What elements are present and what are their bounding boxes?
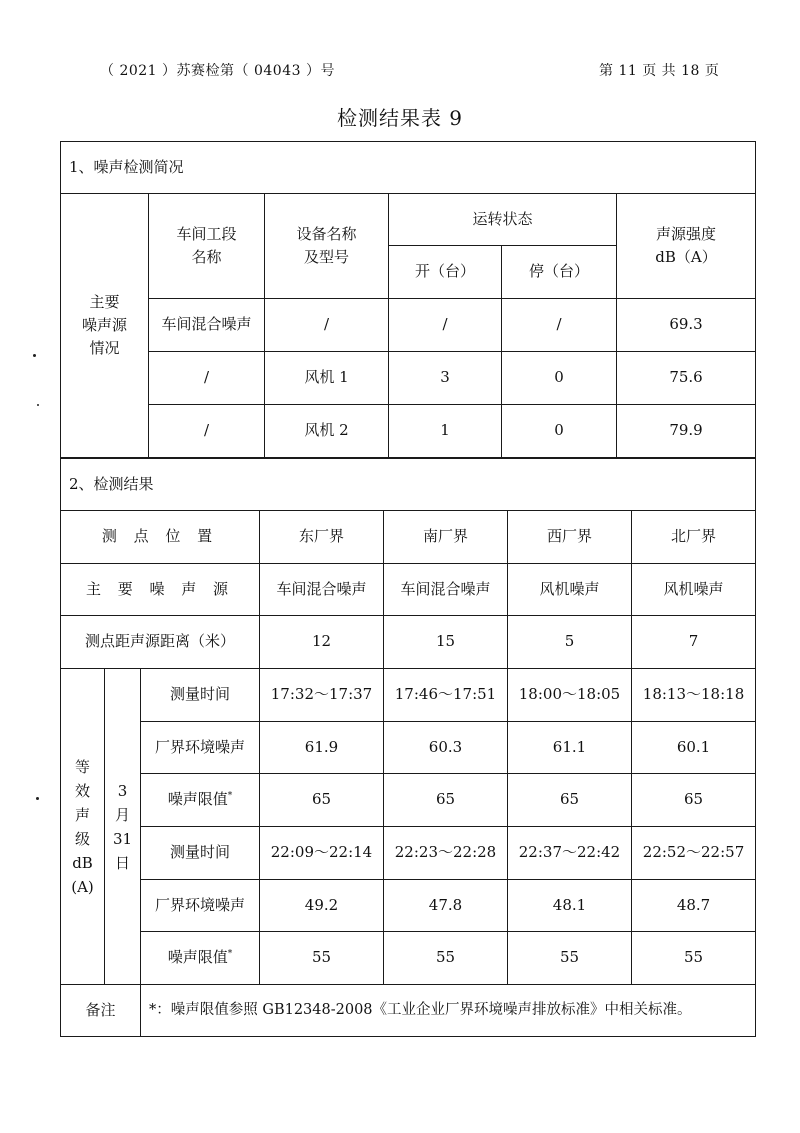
measure-point-label: 测 点 位 置 [61, 511, 260, 564]
equipment-column-header: 设备名称 及型号 [265, 194, 389, 299]
main-noise-source-label: 主要 噪声源 情况 [61, 194, 149, 458]
page-title: 检测结果表 9 [336, 106, 464, 130]
limit-footnote-mark: * [227, 949, 233, 960]
time-cell: 22:09～22:14 [260, 827, 384, 880]
equipment-cell: 风机 1 [265, 352, 389, 405]
scan-speck [33, 354, 36, 357]
equipment-cell: / [265, 299, 389, 352]
noise-value-cell: 61.1 [508, 722, 632, 774]
scan-speck [37, 404, 39, 406]
on-count-cell: 1 [389, 405, 502, 458]
noise-source-cell: 车间混合噪声 [260, 564, 384, 616]
noise-source-table [60, 141, 756, 458]
off-count-cell: 0 [502, 405, 617, 458]
workshop-cell: / [149, 352, 265, 405]
intensity-cell: 75.6 [617, 352, 756, 405]
section2-heading: 2、检测结果 [61, 459, 756, 511]
limit-value-cell: 55 [508, 932, 632, 985]
noise-value-cell: 49.2 [260, 880, 384, 932]
distance-label: 测点距声源距离（米） [61, 616, 260, 669]
distance-cell: 15 [384, 616, 508, 669]
point-west: 西厂界 [508, 511, 632, 564]
noise-limit-label: 噪声限值* [141, 774, 260, 827]
remark-text: *：噪声限值参照 GB12348-2008《工业企业厂界环境噪声排放标准》中相关标准。 [141, 985, 756, 1037]
noise-value-cell: 60.3 [384, 722, 508, 774]
off-count-header: 停（台） [502, 246, 617, 299]
date-label: 3 月 31 日 [105, 669, 141, 985]
noise-source-cell: 风机噪声 [508, 564, 632, 616]
intensity-cell: 69.3 [617, 299, 756, 352]
section1-heading: 1、噪声检测简况 [61, 142, 756, 194]
limit-footnote-mark: * [227, 791, 233, 802]
distance-cell: 12 [260, 616, 384, 669]
on-count-cell: / [389, 299, 502, 352]
time-cell: 22:37～22:42 [508, 827, 632, 880]
limit-value-cell: 55 [384, 932, 508, 985]
time-cell: 18:00～18:05 [508, 669, 632, 722]
intensity-column-header: 声源强度 dB（A） [617, 194, 756, 299]
intensity-cell: 79.9 [617, 405, 756, 458]
equipment-cell: 风机 2 [265, 405, 389, 458]
document-number: （ 2021 ）苏赛检第（ 04043 ）号 [100, 63, 335, 79]
workshop-cell: 车间混合噪声 [149, 299, 265, 352]
point-north: 北厂界 [632, 511, 756, 564]
time-label: 测量时间 [141, 827, 260, 880]
time-cell: 22:23～22:28 [384, 827, 508, 880]
limit-value-cell: 55 [632, 932, 756, 985]
noise-source-cell: 车间混合噪声 [384, 564, 508, 616]
noise-value-cell: 48.1 [508, 880, 632, 932]
noise-value-cell: 60.1 [632, 722, 756, 774]
limit-value-cell: 55 [260, 932, 384, 985]
table-row [61, 299, 756, 352]
time-cell: 18:13～18:18 [632, 669, 756, 722]
remark-label: 备注 [61, 985, 141, 1037]
table-row [61, 405, 756, 458]
time-cell: 17:32～17:37 [260, 669, 384, 722]
run-status-header: 运转状态 [389, 194, 617, 246]
limit-value-cell: 65 [260, 774, 384, 827]
noise-limit-label: 噪声限值* [141, 932, 260, 985]
noise-value-cell: 47.8 [384, 880, 508, 932]
off-count-cell: 0 [502, 352, 617, 405]
boundary-noise-label: 厂界环境噪声 [141, 880, 260, 932]
limit-value-cell: 65 [508, 774, 632, 827]
table-row [61, 352, 756, 405]
noise-source-cell: 风机噪声 [632, 564, 756, 616]
point-south: 南厂界 [384, 511, 508, 564]
noise-value-cell: 48.7 [632, 880, 756, 932]
boundary-noise-label: 厂界环境噪声 [141, 722, 260, 774]
on-count-header: 开（台） [389, 246, 502, 299]
distance-cell: 7 [632, 616, 756, 669]
on-count-cell: 3 [389, 352, 502, 405]
time-label: 测量时间 [141, 669, 260, 722]
off-count-cell: / [502, 299, 617, 352]
time-cell: 17:46～17:51 [384, 669, 508, 722]
noise-value-cell: 61.9 [260, 722, 384, 774]
main-noise-source-label: 主 要 噪 声 源 [61, 564, 260, 616]
limit-value-cell: 65 [632, 774, 756, 827]
point-east: 东厂界 [260, 511, 384, 564]
distance-cell: 5 [508, 616, 632, 669]
time-cell: 22:52～22:57 [632, 827, 756, 880]
scan-speck [36, 797, 39, 800]
workshop-column-header: 车间工段 名称 [149, 194, 265, 299]
page-indicator: 第 11 页 共 18 页 [599, 63, 720, 79]
equivalent-level-label: 等 效 声 级 dB (A) [61, 669, 105, 985]
measurement-results-table [60, 458, 756, 1037]
limit-value-cell: 65 [384, 774, 508, 827]
workshop-cell: / [149, 405, 265, 458]
